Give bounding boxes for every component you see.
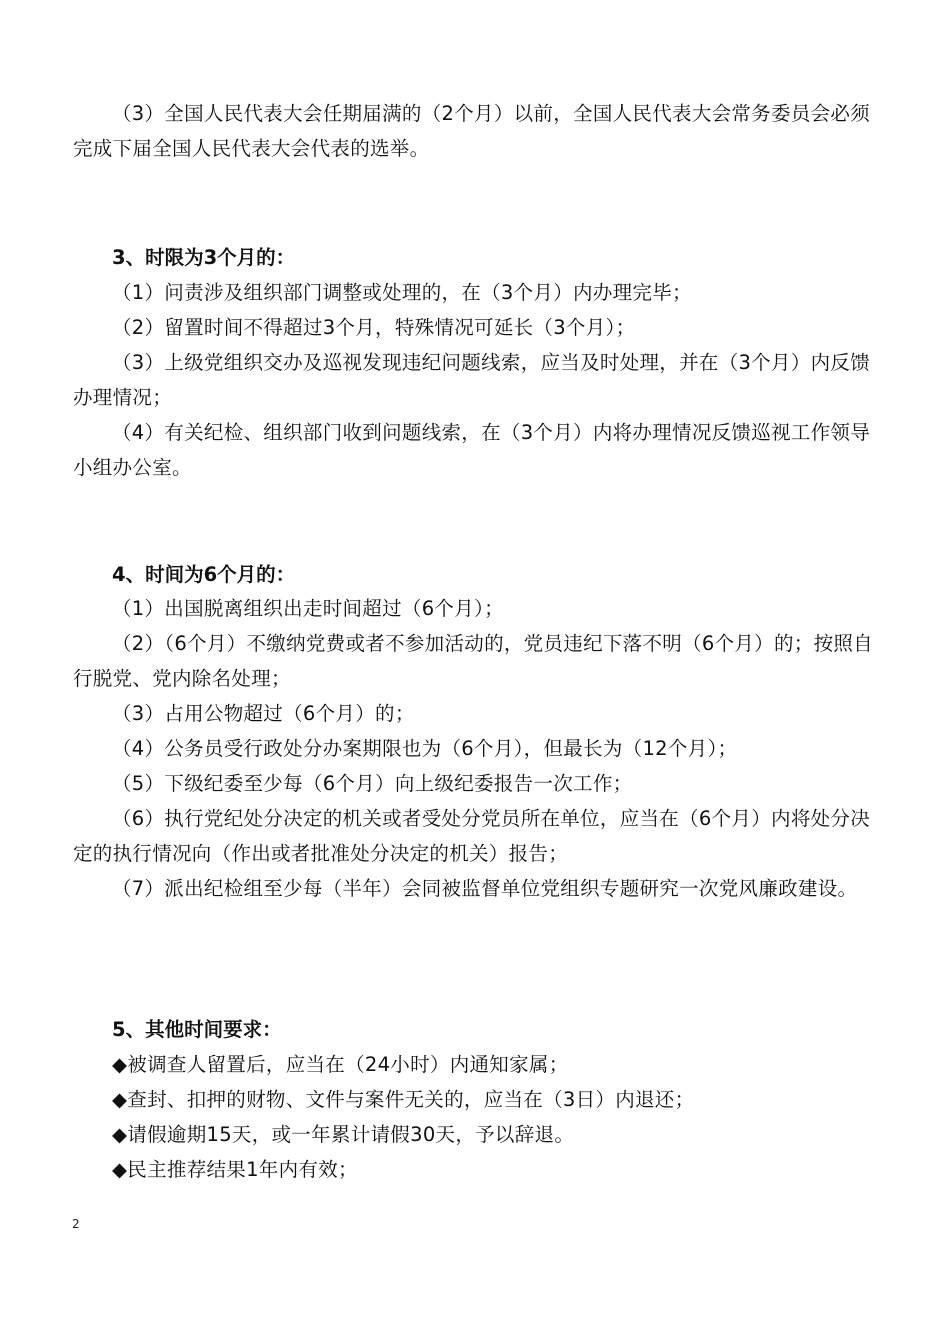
section-4-item-5: （5）下级纪委至少每（6个月）向上级纪委报告一次工作；: [112, 772, 633, 795]
section-5-item-4: ◆民主推荐结果1年内有效；: [112, 1158, 358, 1181]
section-4-item-3: （3）占用公物超过（6个月）的；: [112, 702, 415, 725]
section-4-item-6: （6）执行党纪处分决定的机关或者受处分党员所在单位，应当在（6个月）内将处分决定的执行情况向（作出或者批准处分决定的机关）报告；: [73, 807, 871, 865]
section-4-item-7: （7）派出纪检组至少每（半年）会同被监督单位党组织专题研究一次党风廉政建设。: [112, 877, 858, 900]
section-5-item-3: ◆请假逾期15天，或一年累计请假30天，予以辞退。: [112, 1123, 575, 1146]
section-3-item-2: （2）留置时间不得超过3个月，特殊情况可延长（3个月）；: [112, 316, 636, 339]
section-3-item-3: （3）上级党组织交办及巡视发现违纪问题线索，应当及时处理，并在（3个月）内反馈办理情况；: [73, 351, 871, 409]
section-4-item-1: （1）出国脱离组织出走时间超过（6个月）；: [112, 597, 504, 620]
section-3-heading: 3、时限为3个月的：: [112, 246, 296, 269]
paragraph-nomination-election: （3）全国人民代表大会任期届满的（2个月）以前，全国人民代表大会常务委员会必须完成下届全国人民代表大会代表的选举。: [73, 102, 871, 160]
page-number: 2: [72, 1217, 80, 1231]
section-3-item-1: （1）问责涉及组织部门调整或处理的，在（3个月）内办理完毕；: [112, 281, 692, 304]
section-5-item-1: ◆被调查人留置后，应当在（24小时）内通知家属；: [112, 1053, 569, 1076]
section-5-heading: 5、其他时间要求：: [112, 1018, 282, 1041]
section-5-item-2: ◆查封、扣押的财物、文件与案件无关的，应当在（3日）内退还；: [112, 1088, 695, 1111]
section-4-heading: 4、时间为6个月的：: [112, 563, 296, 586]
section-3-item-4: （4）有关纪检、组织部门收到问题线索，在（3个月）内将办理情况反馈巡视工作领导小组办公室。: [73, 421, 871, 479]
section-4-item-2: （2）（6个月）不缴纳党费或者不参加活动的，党员违纪下落不明（6个月）的；按照自行脱党、党内除名处理；: [73, 632, 873, 690]
section-4-item-4: （4）公务员受行政处分办案期限也为（6个月），但最长为（12个月）；: [112, 737, 738, 760]
